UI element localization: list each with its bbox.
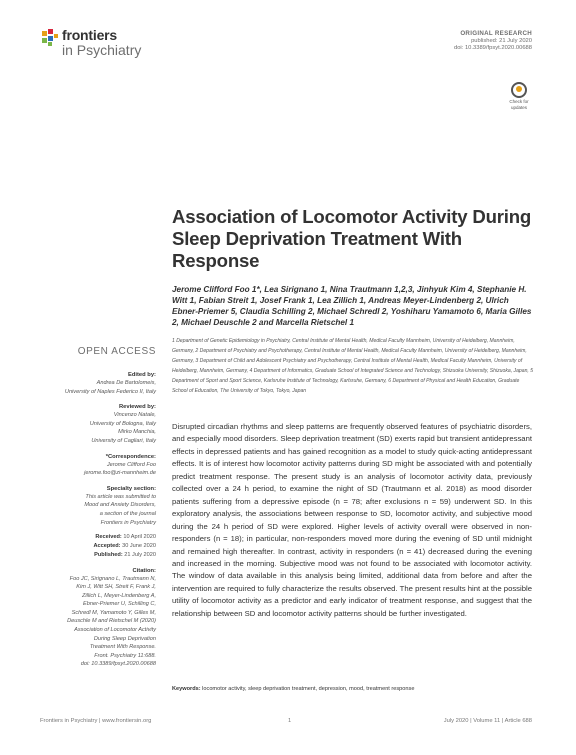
specialty-line: a section of the journal [99, 510, 156, 517]
keywords-label: Keywords: [172, 686, 201, 692]
correspondence-name: Jerome Clifford Foo [106, 461, 156, 468]
open-access-label: OPEN ACCESS [77, 346, 156, 357]
citation-line: Deuschle M and Rietschel M (2020) [67, 618, 156, 625]
citation-line: Ebner-Priemer U, Schilling C, [83, 601, 156, 608]
page-number: 1 [288, 718, 292, 724]
keywords [172, 686, 532, 692]
citation-line: Front. Psychiatry 11:688. [94, 652, 156, 659]
journal-brand: frontiers [62, 27, 117, 43]
published-date-sidebar [40, 551, 156, 560]
affiliation-list: 1 Department of Genetic Epidemiology in Psychiatry, Central Institute of Mental Health, Medical Faculty Mannheim, University of Heidelberg, Mannheim, Germany, 2 Department of Psychiatry and Psychotherapy, Central Institute of Mental Health, Medical Faculty Mannheim, University of Heidelberg, Mannheim, Germany, 3 Department of Child and Adolescent Psychiatry and Psychotherapy, Central Institute of Mental Health, Medical Faculty Mannheim, University of Heidelberg, Mannheim, Germany, 4 Department of Informatics, Graduate School of Integrated Science and Technology, Shizuoka University, Shizuoka, Japan, 5 Department of Sport and Sport Science, Karlsruhe Institute of Technology, Karlsruhe, Germany, 6 Department of Physical and Health Education, Graduate School of Education, The University of Tokyo, Tokyo, Japan [172, 338, 534, 395]
reviewer-affiliation: University of Cagliari, Italy [91, 437, 156, 444]
citation-doi[interactable]: doi: 10.3389/fpsyt.2020.00688 [80, 661, 156, 668]
accepted-date [40, 542, 156, 551]
article-title: Association of Locomotor Activity During Sleep Deprivation Treatment With Response [172, 206, 532, 271]
citation-line: Foo JC, Sirignano L, Trautmann N, [69, 575, 156, 582]
accepted-value: 30 June 2020 [122, 542, 156, 549]
published-label: Published: [94, 551, 123, 558]
keywords-text: locomotor activity, sleep deprivation treatment, depression, mood, treatment response [202, 686, 415, 692]
abstract-text: Disrupted circadian rhythms and sleep patterns are frequently observed features of psychiatric disorders, and especially mood disorders. Sleep deprivation treatment (SD) exerts rapid but transient antidepressant effects in depressed patients and has gained recognition as a model to study quick-acting antidepressant effects. It is of interest how locomotor activity patterns during SD might be associated with and potentially predict treatment response. The present study is an analysis of locomotor activity data, previously collected over a 24 h period, to examine the night of SD (Trautmann et al. 2018) as mood disorder patients suffering from a depressive episode (n = 78; after exclusions n = 59) underwent SD. In this exploratory analysis, the associations between response to SD, locomotor activity, and subjective mood during the 24 h period of SD were explored. Higher levels of activity overall were observed in non-responders (n = 18); in particular, non-responders moved more during the evening of SD until midnight and remained high thereafter. In contrast, activity in responders (n = 41) decreased during the evening and increased in the morning. Subjective mood was not found to be associated with locomotor activity. The window of data available in this analysis being limited, additional data from before and after the intervention are required to fully characterize the results observed. The present results hint at the possible utility of locomotor activity as a predictor and early indicator of treatment response, and suggest that the relationship between SD and locomotor activity patterns should be further investigated. [172, 422, 532, 618]
article-doi[interactable]: doi: 10.3389/fpsyt.2020.00688 [453, 45, 532, 51]
correspondence-email[interactable]: jerome.foo@zi-mannheim.de [84, 470, 156, 477]
received-value: 10 April 2020 [123, 534, 156, 541]
specialty-section-label: Specialty section: [106, 485, 156, 492]
reviewed-by-label: Reviewed by: [118, 404, 156, 411]
reviewer-name: Mirko Manchia, [118, 429, 156, 436]
reviewer-affiliation: University of Bologna, Italy [89, 420, 156, 427]
specialty-line: This article was submitted to [85, 493, 156, 500]
published-date: published: 21 July 2020 [471, 38, 532, 44]
specialty-line: Frontiers in Psychiatry [100, 519, 156, 526]
check-updates-line1: Check for [509, 99, 529, 104]
footer-volume-info: July 2020 | Volume 11 | Article 688 [443, 718, 532, 724]
journal-logo [40, 27, 150, 59]
edited-by-label: Edited by: [127, 372, 156, 378]
accepted-label: Accepted: [93, 542, 121, 549]
specialty-line: Mood and Anxiety Disorders, [84, 502, 156, 509]
journal-name: in Psychiatry [62, 42, 142, 58]
author-list: Jerome Clifford Foo 1*, Lea Sirignano 1, Nina Trautmann 1,2,3, Jinhyuk Kim 4, Stephanie H. Witt 1, Fabian Streit 1, Josef Frank 1, Lea Zillich 1, Andreas Meyer-Lindenberg 2, Ulrich Ebner-Priemer 5, Claudia Schilling 2, Michael Schredl 2, Yoshiharu Yamamoto 6, Maria Gilles 2, Michael Deuschle 2 and Marcella Rietschel 1 [172, 285, 532, 327]
reviewer-name: Vincenzo Natale, [113, 412, 156, 419]
citation-line: Association of Locomotor Activity [74, 627, 156, 634]
citation-line: Treatment With Response. [89, 644, 156, 651]
citation-line: Schredl M, Yamamoto Y, Gilles M, [71, 609, 156, 616]
received-label: Received: [95, 534, 122, 541]
check-for-updates-button[interactable] [506, 82, 532, 112]
citation-line: During Sleep Deprivation [93, 635, 156, 642]
page-footer [40, 718, 532, 730]
citation-label: Citation: [132, 567, 156, 574]
check-updates-icon [511, 82, 527, 98]
frontiers-logo-icon [40, 29, 60, 49]
correspondence-label: *Correspondence: [105, 453, 156, 460]
article-header [454, 30, 532, 51]
citation-line: Zillich L, Meyer-Lindenberg A, [82, 592, 156, 599]
published-value: 21 July 2020 [124, 551, 156, 558]
check-updates-line2: updates [510, 105, 527, 110]
article-type: ORIGINAL RESEARCH [460, 30, 532, 37]
editor-affiliation: University of Naples Federico II, Italy [64, 388, 156, 395]
editor-name: Andrea De Bartolomeis, [96, 380, 156, 386]
citation-line: Kim J, Witt SH, Streit F, Frank J, [76, 584, 156, 591]
received-date [40, 533, 156, 542]
footer-journal-link[interactable]: Frontiers in Psychiatry | www.frontiersin.org [40, 718, 152, 724]
article-sidebar [40, 346, 156, 669]
